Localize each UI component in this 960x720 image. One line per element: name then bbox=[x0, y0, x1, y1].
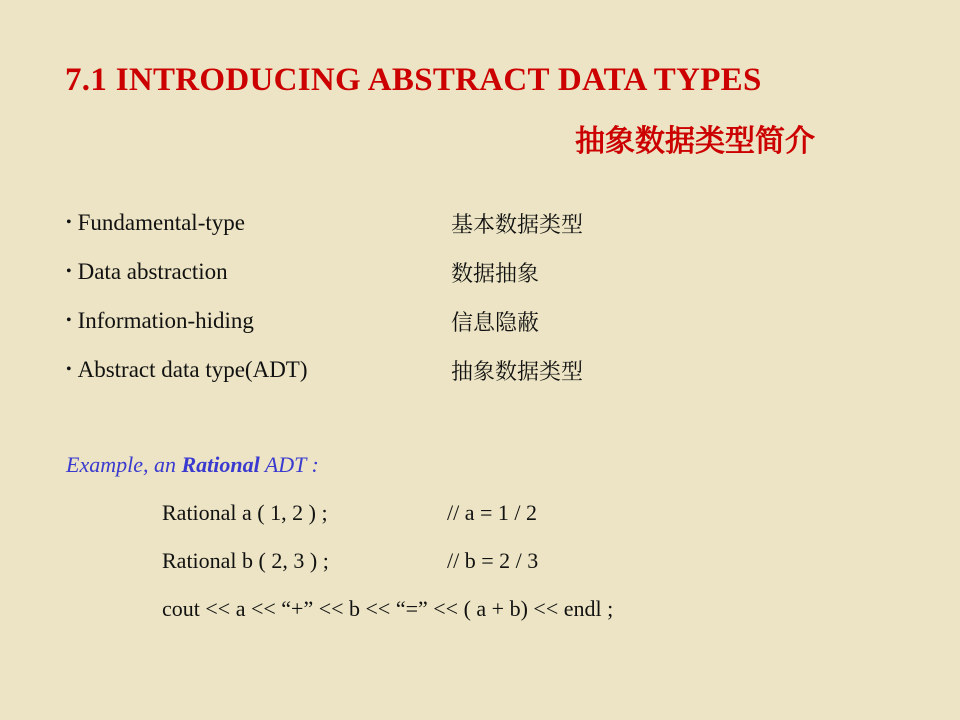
example-keyword: Rational bbox=[181, 452, 260, 477]
bullet-dot-icon: • bbox=[66, 361, 72, 378]
bullet-text-zh: 抽象数据类型 bbox=[451, 360, 584, 385]
bullet-text-zh: 信息隐蔽 bbox=[451, 311, 540, 336]
code-line bbox=[162, 596, 613, 622]
bullet-text-zh: 数据抽象 bbox=[451, 262, 540, 287]
example-heading bbox=[66, 452, 319, 478]
code-comment: // b = 2 / 3 bbox=[447, 548, 539, 573]
bullet-item bbox=[66, 210, 584, 238]
code-statement: Rational a ( 1, 2 ) ; bbox=[162, 500, 328, 525]
bullet-text-en: Data abstraction bbox=[77, 259, 228, 284]
bullet-text-en: Fundamental-type bbox=[77, 210, 245, 235]
bullet-text-en: Information-hiding bbox=[77, 308, 254, 333]
bullet-text-zh: 基本数据类型 bbox=[451, 213, 584, 238]
code-comment: // a = 1 / 2 bbox=[447, 500, 538, 525]
bullet-dot-icon: • bbox=[66, 263, 72, 280]
bullet-text-en: Abstract data type(ADT) bbox=[77, 357, 308, 382]
slide-subtitle-chinese: 抽象数据类型简介 bbox=[575, 124, 815, 159]
example-prefix: Example, an bbox=[66, 452, 182, 477]
code-line bbox=[162, 548, 539, 574]
bullet-item bbox=[66, 308, 540, 336]
code-line bbox=[162, 500, 538, 526]
example-suffix: ADT : bbox=[259, 452, 319, 477]
bullet-dot-icon: • bbox=[66, 312, 72, 329]
bullet-item bbox=[66, 259, 540, 287]
slide-title: 7.1 INTRODUCING ABSTRACT DATA TYPES bbox=[65, 62, 762, 98]
code-statement: cout << a << “+” << b << “=” << ( a + b) << endl ; bbox=[162, 596, 614, 621]
code-statement: Rational b ( 2, 3 ) ; bbox=[162, 548, 329, 573]
bullet-dot-icon: • bbox=[66, 214, 72, 231]
bullet-item bbox=[66, 357, 584, 385]
